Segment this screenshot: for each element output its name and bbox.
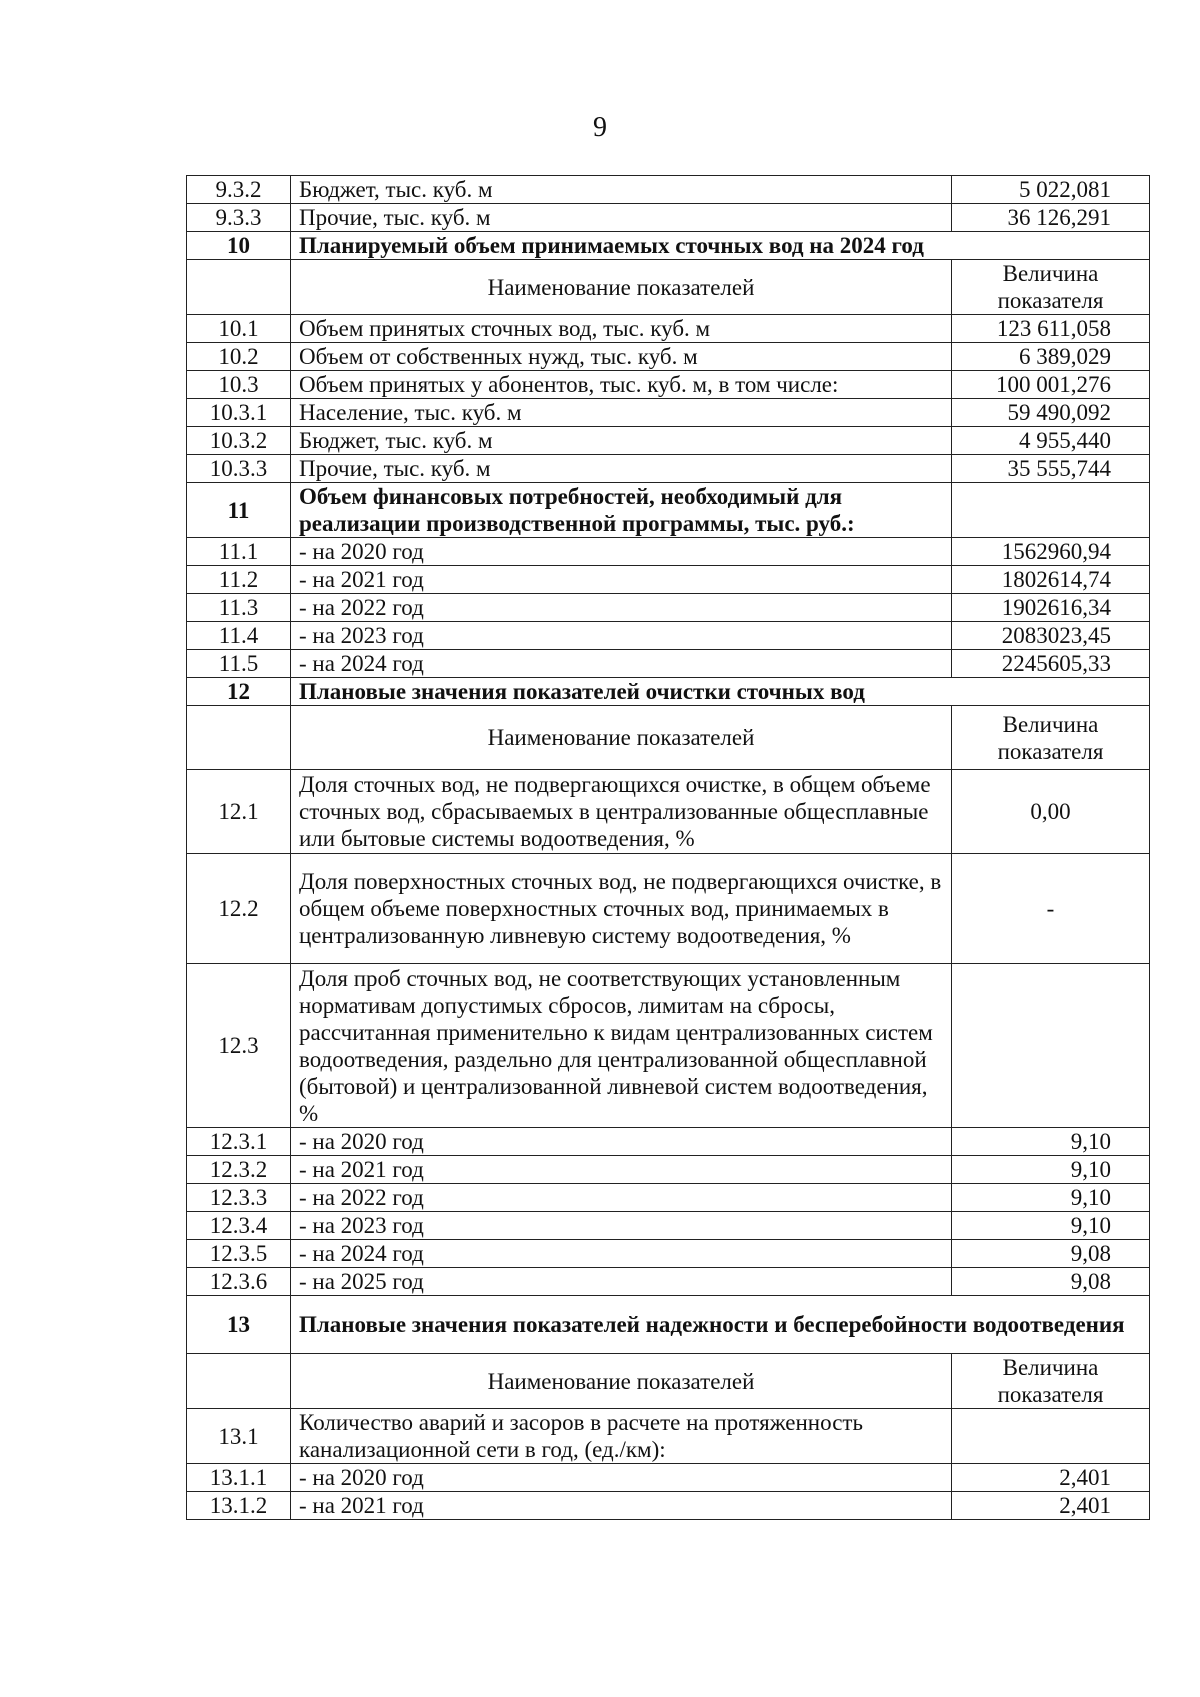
- row-value: 2245605,33: [952, 650, 1150, 678]
- row-value: 9,10: [952, 1128, 1150, 1156]
- row-text: - на 2024 год: [291, 650, 952, 678]
- table-row: [187, 204, 1150, 232]
- row-value: 9,08: [952, 1240, 1150, 1268]
- table-row: [187, 176, 1150, 204]
- indicators-table: [186, 175, 1150, 1520]
- row-number: 9.3.2: [187, 176, 291, 204]
- row-number: 12.1: [187, 770, 291, 854]
- row-number: 10.3.3: [187, 455, 291, 483]
- section-title: Планируемый объем принимаемых сточных вод на 2024 год: [291, 232, 1150, 260]
- row-text: - на 2022 год: [291, 1184, 952, 1212]
- row-number: 13.1: [187, 1409, 291, 1464]
- row-value: 9,10: [952, 1184, 1150, 1212]
- row-number: 11.5: [187, 650, 291, 678]
- row-value: 2083023,45: [952, 622, 1150, 650]
- section-number: 13: [187, 1296, 291, 1354]
- header-name: Наименование показателей: [291, 260, 952, 315]
- row-number: 13.1.2: [187, 1492, 291, 1520]
- row-number: 10.3.2: [187, 427, 291, 455]
- row-number: 12.3.4: [187, 1212, 291, 1240]
- header-value: Величина показателя: [952, 1354, 1150, 1409]
- row-text: - на 2021 год: [291, 566, 952, 594]
- row-number: 11.4: [187, 622, 291, 650]
- header-name: Наименование показателей: [291, 1354, 952, 1409]
- header-value: Величина показателя: [952, 260, 1150, 315]
- table-row: [187, 770, 1150, 854]
- table-row: [187, 538, 1150, 566]
- row-text: - на 2020 год: [291, 1128, 952, 1156]
- row-number: 12.3.1: [187, 1128, 291, 1156]
- row-value: 5 022,081: [952, 176, 1150, 204]
- row-number: 10.1: [187, 315, 291, 343]
- row-value: 2,401: [952, 1492, 1150, 1520]
- row-number: 9.3.3: [187, 204, 291, 232]
- table-row: [187, 1492, 1150, 1520]
- row-text: - на 2021 год: [291, 1492, 952, 1520]
- row-value: 59 490,092: [952, 399, 1150, 427]
- row-value: -: [952, 854, 1150, 964]
- row-number: 12.3.5: [187, 1240, 291, 1268]
- header-row: [187, 706, 1150, 770]
- row-text: - на 2024 год: [291, 1240, 952, 1268]
- table-row: [187, 315, 1150, 343]
- row-number: 10.3: [187, 371, 291, 399]
- row-number: 11.1: [187, 538, 291, 566]
- header-row: [187, 260, 1150, 315]
- table-row: [187, 1212, 1150, 1240]
- row-text: Объем принятых сточных вод, тыс. куб. м: [291, 315, 952, 343]
- row-text: - на 2023 год: [291, 622, 952, 650]
- section-title: Плановые значения показателей надежности и бесперебойности водоотведения: [291, 1296, 1150, 1354]
- row-text: Бюджет, тыс. куб. м: [291, 176, 952, 204]
- row-value: 9,08: [952, 1268, 1150, 1296]
- row-number: 12.2: [187, 854, 291, 964]
- table-row: [187, 622, 1150, 650]
- table-row: [187, 427, 1150, 455]
- row-number: 13.1.1: [187, 1464, 291, 1492]
- row-value: 100 001,276: [952, 371, 1150, 399]
- table-row: [187, 1268, 1150, 1296]
- row-text: - на 2022 год: [291, 594, 952, 622]
- row-text: Доля проб сточных вод, не соответствующих установленным нормативам допустимых сбросов, лимитам на сбросы, рассчитанная применительно к видам централизованных систем водоотведения, раздельно для централизованной общесплавной (бытовой) и централизованной ливневой систем водоотведения, %: [291, 964, 952, 1128]
- section-title: Плановые значения показателей очистки сточных вод: [291, 678, 1150, 706]
- header-name: Наименование показателей: [291, 706, 952, 770]
- row-text: Количество аварий и засоров в расчете на протяженность канализационной сети в год, (ед./км):: [291, 1409, 952, 1464]
- row-value: 9,10: [952, 1212, 1150, 1240]
- row-text: - на 2023 год: [291, 1212, 952, 1240]
- header-row: [187, 1354, 1150, 1409]
- section-row: [187, 678, 1150, 706]
- row-value: 36 126,291: [952, 204, 1150, 232]
- row-value: 1902616,34: [952, 594, 1150, 622]
- row-value: 4 955,440: [952, 427, 1150, 455]
- table-row: [187, 1240, 1150, 1268]
- table-row: [187, 854, 1150, 964]
- row-value: [952, 1409, 1150, 1464]
- row-value: 1802614,74: [952, 566, 1150, 594]
- row-number: 12.3.3: [187, 1184, 291, 1212]
- table-row: [187, 650, 1150, 678]
- row-number: 10.2: [187, 343, 291, 371]
- empty-cell: [187, 706, 291, 770]
- section-number: 10: [187, 232, 291, 260]
- row-number: 11.2: [187, 566, 291, 594]
- row-number: 12.3: [187, 964, 291, 1128]
- page-number: 9: [593, 112, 607, 143]
- row-text: - на 2025 год: [291, 1268, 952, 1296]
- row-text: Объем финансовых потребностей, необходимый для реализации производственной программы, тыс. руб.:: [291, 483, 952, 538]
- row-number: 12.3.6: [187, 1268, 291, 1296]
- row-text: Население, тыс. куб. м: [291, 399, 952, 427]
- empty-cell: [187, 260, 291, 315]
- table-row: [187, 566, 1150, 594]
- empty-cell: [187, 1354, 291, 1409]
- row-value: 1562960,94: [952, 538, 1150, 566]
- section-number: 12: [187, 678, 291, 706]
- section-row: [187, 232, 1150, 260]
- table-row: [187, 1184, 1150, 1212]
- table-row: [187, 399, 1150, 427]
- table-row: [187, 1464, 1150, 1492]
- row-text: - на 2021 год: [291, 1156, 952, 1184]
- row-text: Прочие, тыс. куб. м: [291, 455, 952, 483]
- row-number: 10.3.1: [187, 399, 291, 427]
- row-value: 9,10: [952, 1156, 1150, 1184]
- table-row: [187, 455, 1150, 483]
- row-number: 11: [187, 483, 291, 538]
- row-value: [952, 964, 1150, 1128]
- row-value: 123 611,058: [952, 315, 1150, 343]
- row-number: 11.3: [187, 594, 291, 622]
- row-text: Доля поверхностных сточных вод, не подвергающихся очистке, в общем объеме поверхностных сточных вод, принимаемых в централизованную ливневую систему водоотведения, %: [291, 854, 952, 964]
- section-row: [187, 1296, 1150, 1354]
- row-text: Доля сточных вод, не подвергающихся очистке, в общем объеме сточных вод, сбрасываемых в централизованные общесплавные или бытовые системы водоотведения, %: [291, 770, 952, 854]
- row-text: Прочие, тыс. куб. м: [291, 204, 952, 232]
- row-text: Объем принятых у абонентов, тыс. куб. м, в том числе:: [291, 371, 952, 399]
- row-text: Бюджет, тыс. куб. м: [291, 427, 952, 455]
- table-row: [187, 343, 1150, 371]
- row-text: Объем от собственных нужд, тыс. куб. м: [291, 343, 952, 371]
- table-row: [187, 1409, 1150, 1464]
- row-value: 6 389,029: [952, 343, 1150, 371]
- row-text: - на 2020 год: [291, 1464, 952, 1492]
- table-row: [187, 964, 1150, 1128]
- table-row: [187, 1128, 1150, 1156]
- row-value: 2,401: [952, 1464, 1150, 1492]
- table-row: [187, 371, 1150, 399]
- row-text: - на 2020 год: [291, 538, 952, 566]
- row-value: 35 555,744: [952, 455, 1150, 483]
- header-value: Величина показателя: [952, 706, 1150, 770]
- row-value: 0,00: [952, 770, 1150, 854]
- table-row: [187, 594, 1150, 622]
- table-row: [187, 483, 1150, 538]
- row-number: 12.3.2: [187, 1156, 291, 1184]
- row-value: [952, 483, 1150, 538]
- table-row: [187, 1156, 1150, 1184]
